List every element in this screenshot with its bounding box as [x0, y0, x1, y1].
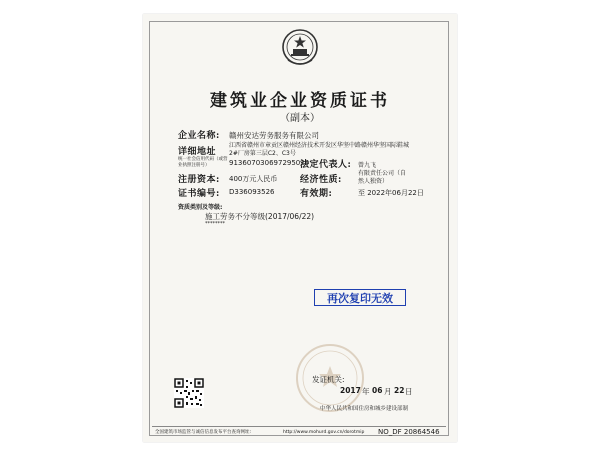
company-name-value: 赣州安达劳务服务有限公司: [229, 131, 319, 140]
no-recopy-stamp: 再次复印无效: [314, 289, 406, 306]
footer-query-label: 全国建筑市场监管与诚信信息发布平台查询网址:: [155, 430, 252, 435]
issue-day: 22: [394, 386, 405, 395]
footer-divider: [152, 426, 446, 427]
address-label: 详细地址: [178, 147, 217, 157]
capital-value: 400万元人民币: [229, 175, 278, 183]
company-name-label: 企业名称:: [178, 131, 220, 141]
cert-number-label: 证书编号:: [178, 189, 220, 199]
issue-day-unit: 日: [405, 387, 413, 396]
capital-label: 注册资本:: [178, 175, 220, 185]
issue-year-unit: 年: [362, 387, 370, 396]
certificate-subtitle: （副本）: [280, 113, 320, 124]
address-line-2: 2#厂房第三层C2、C3号: [229, 150, 296, 157]
national-emblem-icon: [280, 27, 320, 69]
issue-year: 2017: [340, 386, 361, 395]
cert-number-value: D336093526: [229, 188, 275, 196]
validity-value: 至 2022年06月22日: [358, 189, 424, 197]
certificate-title: 建筑业企业资质证书: [210, 91, 390, 111]
qualification-end-mark: ********: [205, 221, 225, 227]
qr-code-icon[interactable]: [174, 378, 204, 408]
address-line-1: 江西省赣州市章贡区赣州经济技术开发区华坚中路赣州华坚国际鞋城: [229, 142, 410, 149]
issuer-name: 中华人民共和国住房和城乡建设部制: [320, 406, 409, 412]
issuer-label: 发证机关:: [312, 375, 345, 384]
economic-type-label: 经济性质:: [300, 175, 342, 185]
validity-label: 有效期:: [300, 189, 333, 199]
qualification-label: 资质类别及等级:: [178, 204, 223, 211]
issue-month: 06: [372, 386, 383, 395]
legal-rep-value: 曾九飞: [358, 162, 377, 169]
footer-url[interactable]: http://www.mohurd.gov.cn/dorotmip: [283, 430, 365, 435]
issue-month-unit: 月: [384, 387, 392, 396]
credit-code-label: 统一社会信用代码（或营业执照注册号）: [178, 157, 228, 168]
legal-rep-label: 法定代表人:: [300, 160, 352, 170]
serial-number: NO_DF 20864546: [378, 428, 440, 436]
credit-code-value: 913607030697295029: [229, 159, 310, 167]
qualification-value: 施工劳务不分等级(2017/06/22): [205, 212, 315, 221]
economic-type-value: 有限责任公司（自然人独资）: [358, 170, 407, 185]
